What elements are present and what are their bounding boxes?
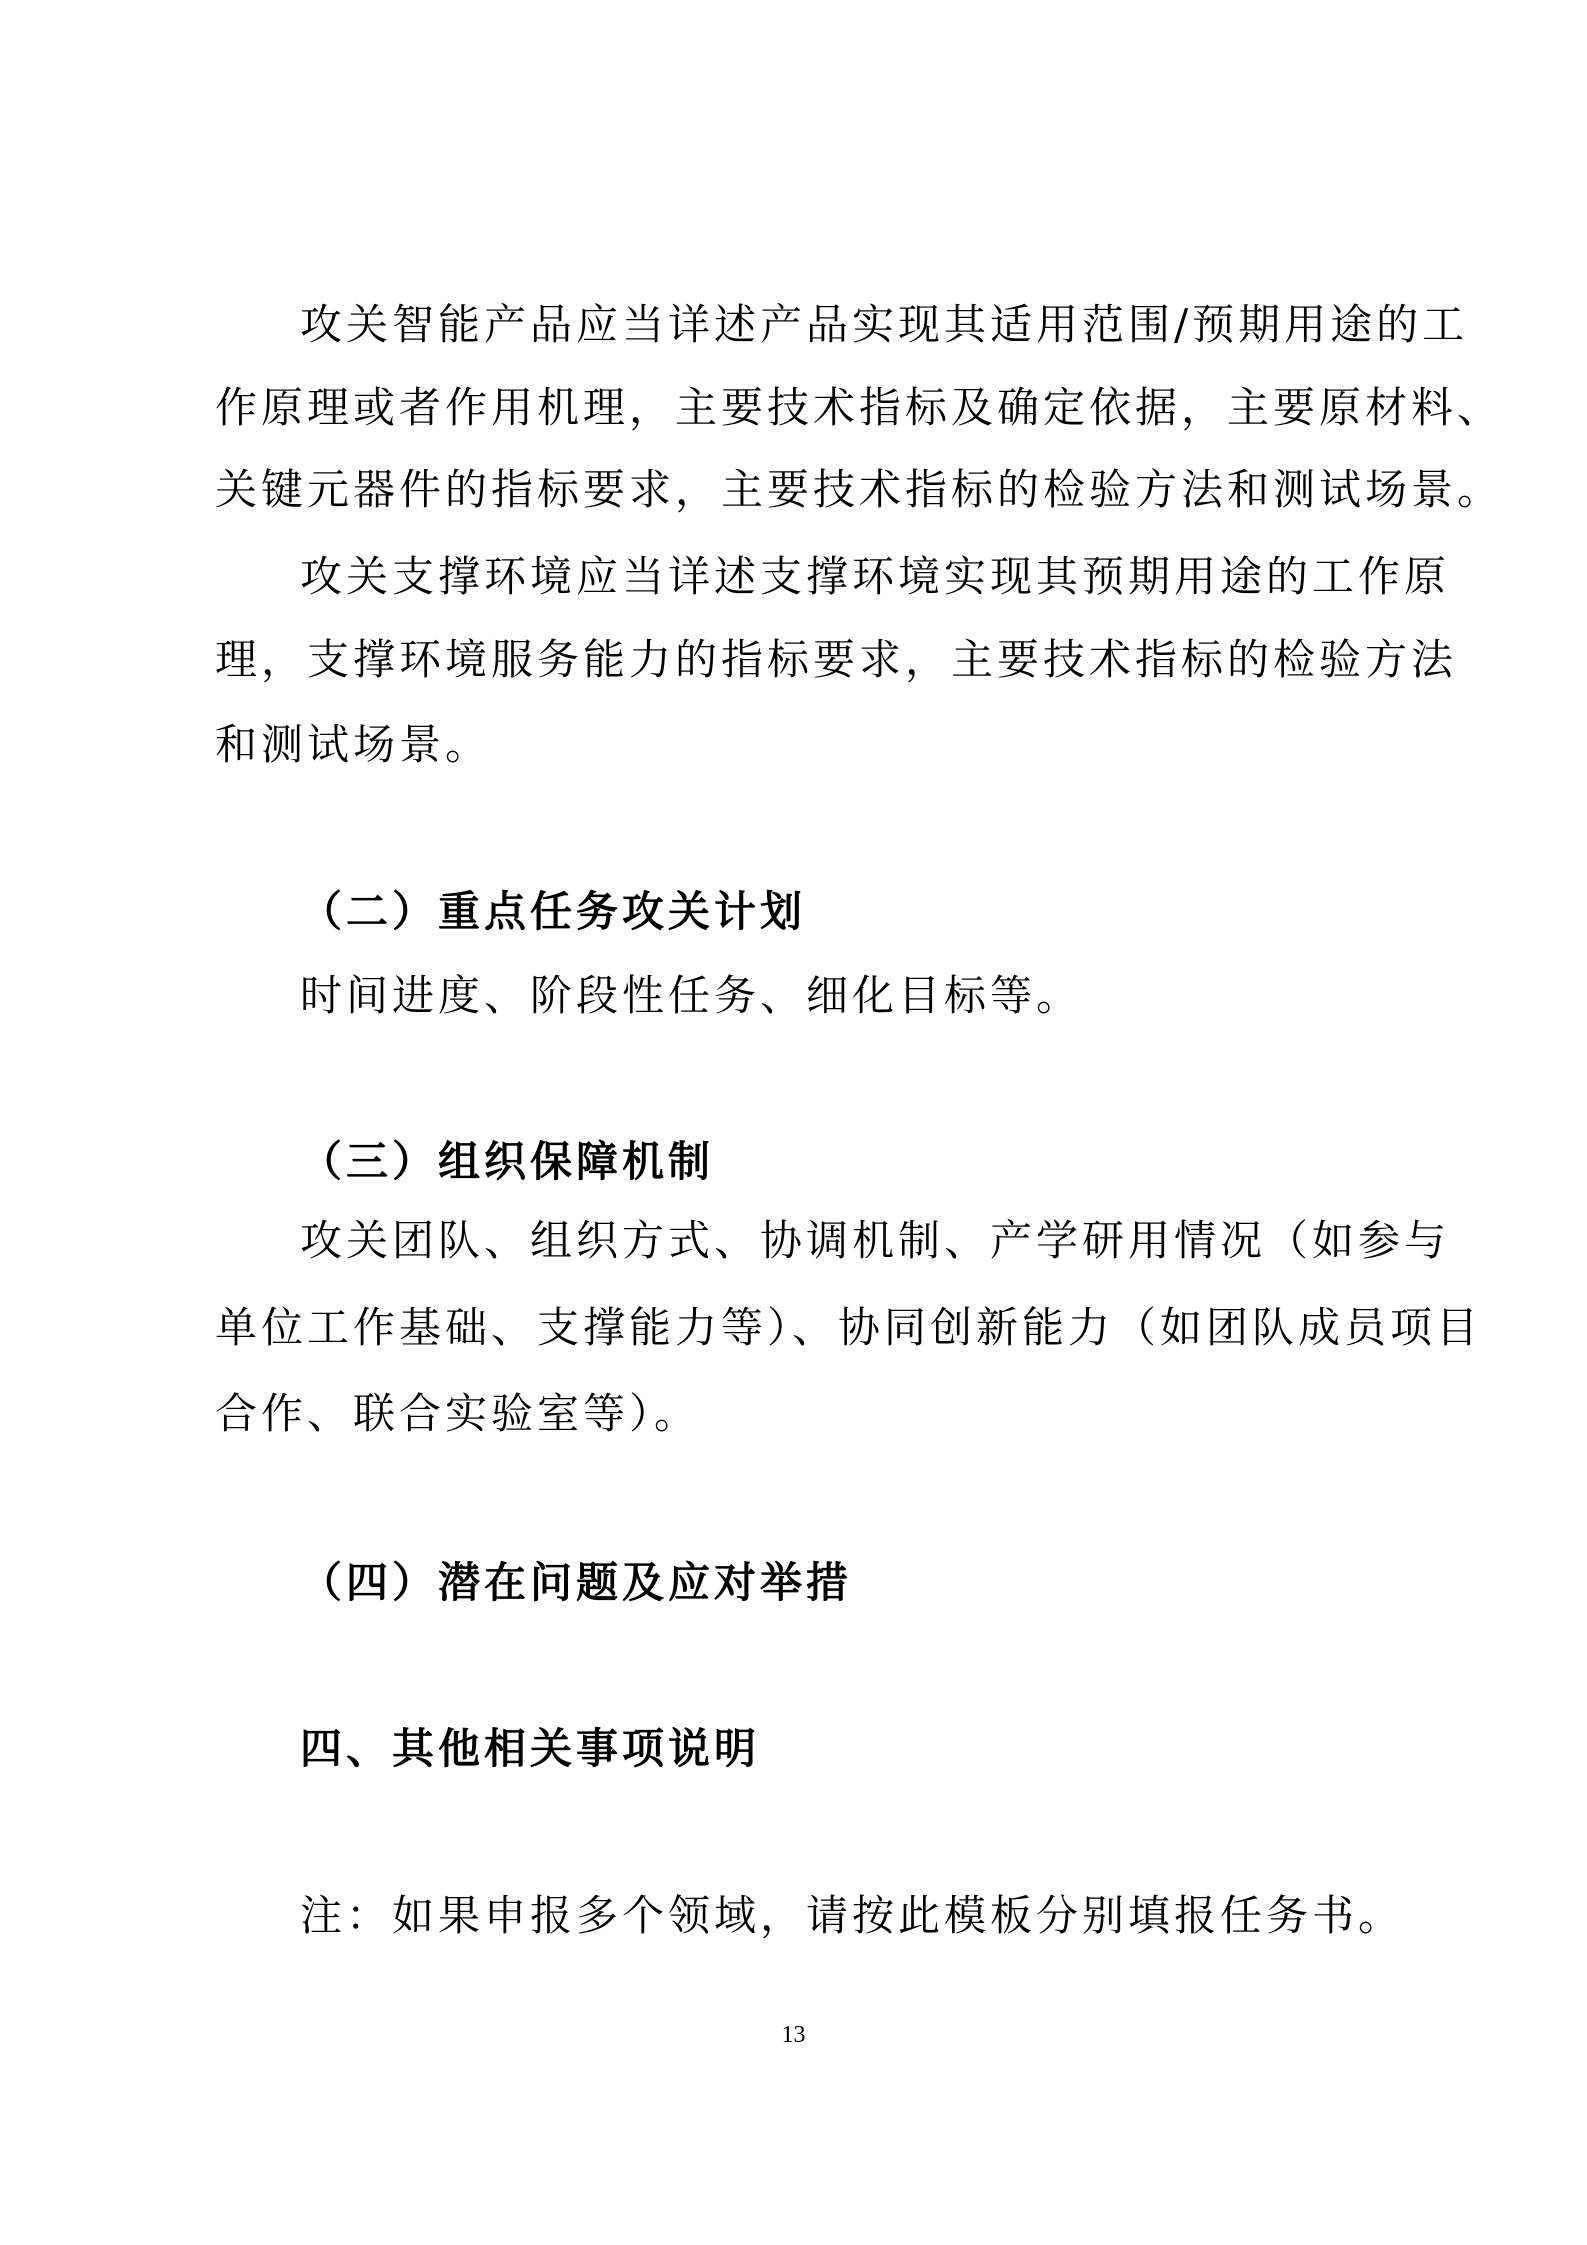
paragraph-line: 时间进度、阶段性任务、细化目标等。 [300,971,1083,1020]
paragraph-line: 攻关智能产品应当详述产品实现其适用范围/预期用途的工 [300,300,1469,349]
paragraph-line: 理，支撑环境服务能力的指标要求，主要技术指标的检验方法 [215,635,1458,684]
paragraph-line: 和测试场景。 [215,720,492,769]
subheading-3: （三）组织保障机制 [300,1137,715,1186]
subheading-2: （二）重点任务攻关计划 [300,887,807,936]
note: 注：如果申报多个领域，请按此模板分别填报任务书。 [300,1891,1405,1940]
paragraph-line: 单位工作基础、支撑能力等）、协同创新能力（如团队成员项目 [215,1303,1483,1352]
paragraph-line: 合作、联合实验室等）。 [215,1389,701,1438]
paragraph-line: 攻关支撑环境应当详述支撑环境实现其预期用途的工作原 [300,552,1451,601]
paragraph-line: 攻关团队、组织方式、协调机制、产学研用情况（如参与 [300,1216,1451,1265]
paragraph-line: 关键元器件的指标要求，主要技术指标的检验方法和测试场景。 [215,465,1504,514]
subheading-4: （四）潜在问题及应对举措 [300,1558,853,1607]
section-heading: 四、其他相关事项说明 [300,1724,761,1773]
page-number: 13 [781,2022,806,2048]
paragraph-line: 作原理或者作用机理，主要技术指标及确定依据，主要原材料、 [215,383,1504,432]
